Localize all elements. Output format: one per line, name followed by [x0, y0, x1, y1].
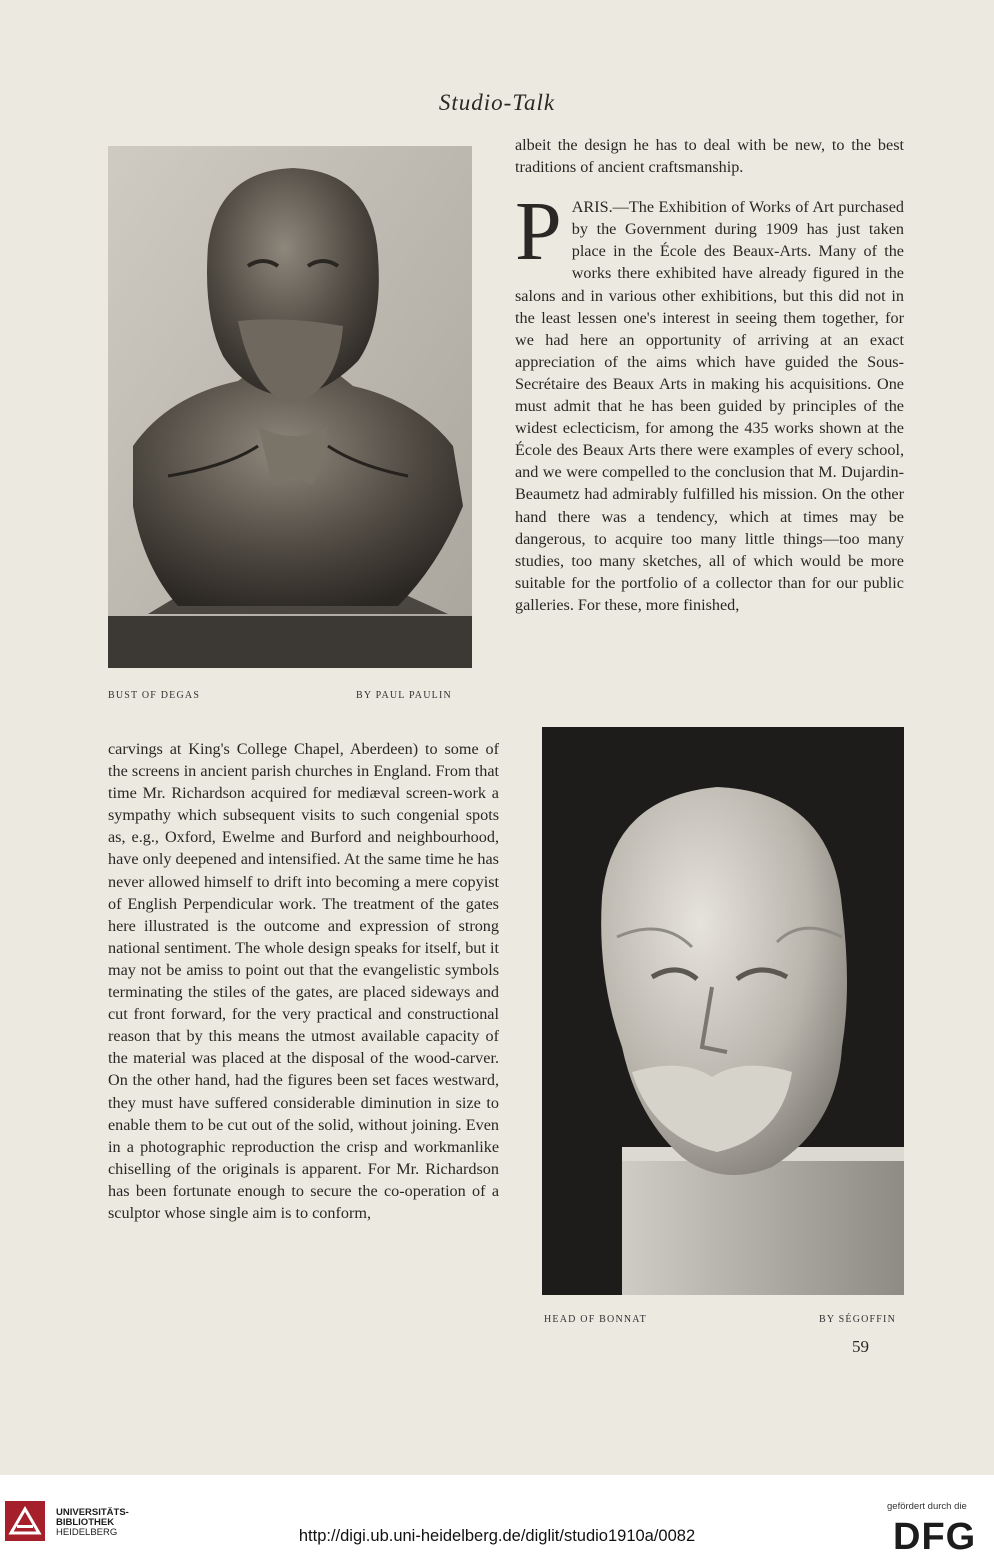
figure-caption-left: BUST OF DEGAS — [108, 690, 201, 701]
source-url-link[interactable]: http://digi.ub.uni-heidelberg.de/diglit/studio1910a/0082 — [298, 1527, 696, 1545]
head-of-bonnat-photo — [542, 727, 904, 1295]
figure-caption-right: BY PAUL PAULIN — [356, 690, 452, 701]
library-line-3: HEIDELBERG — [56, 1527, 118, 1538]
running-header: Studio-Talk — [438, 90, 556, 115]
richardson-paragraph: carvings at King's College Chapel, Aberdeen) to some of the screens in ancient parish churches in England. From that time Mr. Richardson acquired for mediæval screen-work a sympathy which subsequent visits to such congenial spots as, e.g., Oxford, Ewelme and Burford and neighbourhood, have only deepened and intensified. At the same time he has never allowed himself to drift into becoming a mere copyist of English Perpendicular work. The treatment of the gates here illustrated is the outcome and expression of strong national sentiment. The whole design speaks for itself, but it may not be amiss to point out that the evangelistic symbols terminating the stiles of the gates, are placed sideways and cut front forward, for the very practical and constructional reason that by this means the utmost available capacity of the material was placed at the disposal of the wood-carver. On the other hand, had the figures been set faces westward, they must have suffered considerable diminution in size to enable them to be cut out of the solid, without joining. Even in a photographic reproduction the crisp and workmanlike chiselling of the originals is apparent. For Mr. Richardson has been fortunate enough to secure the co-operation of a sculptor whose single aim is to conform, — [108, 740, 499, 1222]
page-number: 59 — [852, 1337, 869, 1356]
continuation-paragraph: albeit the design he has to deal with be new, to the best traditions of ancient craftsmanship. — [515, 136, 904, 177]
dfg-logo: DFG — [893, 1516, 977, 1558]
library-line-2: BIBLIOTHEK — [56, 1517, 115, 1528]
bust-of-degas-photo — [108, 146, 472, 668]
paris-paragraph-text: ARIS.—The Exhibition of Works of Art purchased by the Government during 1909 has just taken place in the École des Beaux-Arts. Many of the works there exhibited have already figured in the salons and in various other exhibitions, but this did not in the least lessen one's interest in seeing them together, for we had here an opportunity of arriving at an exact appreciation of the aims which have guided the Sous-Secrétaire des Beaux Arts in making his acquisitions. One must admit that he has been guided by principles of the widest eclecticism, for among the 435 works shown at the École des Beaux Arts there were examples of every school, and we were compelled to the conclusion that M. Dujardin-Beaumetz had admirably fulfilled his mission. On the other hand there was a tendency, which at times may be dangerous, to acquire too many little things—too many studies, too many sketches, all of which would be more suitable for the portfolio of a collector than for our public galleries. For these, more finished, — [515, 198, 904, 614]
funded-by-label: gefördert durch die — [887, 1501, 967, 1512]
dropcap: P — [515, 185, 562, 279]
library-line-1: UNIVERSITÄTS- — [56, 1507, 129, 1518]
paris-paragraph — [515, 185, 904, 616]
figure-caption-left: HEAD OF BONNAT — [544, 1314, 647, 1325]
right-column-text — [515, 134, 904, 616]
left-column-text — [108, 738, 499, 1224]
digitization-footer — [0, 1475, 994, 1568]
head-illustration — [542, 727, 904, 1295]
figure-caption-right: BY SÉGOFFIN — [819, 1314, 897, 1325]
bust-illustration — [108, 146, 472, 668]
